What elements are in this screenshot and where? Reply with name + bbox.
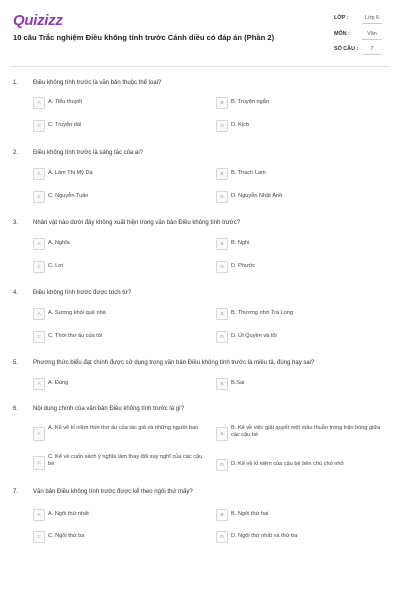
option-text: B. Ngôi thứ hai (231, 511, 269, 517)
meta-count-value: 7 (362, 46, 382, 55)
q2-option-b[interactable] (216, 168, 386, 180)
question-text: Điều không tính trước là văn bản thuộc thể loại? (33, 80, 162, 86)
q4-option-a[interactable] (33, 308, 203, 320)
option-text: C. Kể về cuốn sách ý nghĩa làm thay đổi suy nghĩ của các cậu bé (48, 454, 203, 467)
question-text: Điều không tính trước là sáng tác của ai? (33, 150, 144, 156)
q7-option-b[interactable] (216, 509, 386, 521)
option-letter-box: B (216, 378, 228, 390)
option-text: B. Thương nhớ Trà Long (231, 310, 293, 316)
meta-subject-value: Văn (362, 31, 382, 40)
option-letter-box: A (33, 168, 45, 180)
worksheet-header (0, 0, 400, 66)
q4-option-c[interactable] (33, 331, 203, 343)
q1-option-b[interactable] (216, 97, 386, 109)
option-text: D. Út Quyên và tôi (231, 333, 277, 339)
option-text: A. Kể về kỉ niệm thời thơ ấu của tác giả và những người bạn (48, 425, 199, 431)
q2-option-d[interactable] (216, 191, 386, 203)
q1-option-c[interactable] (33, 120, 203, 132)
meta-subject-label: MÔN : (334, 31, 350, 37)
option-letter-box: C (33, 456, 45, 470)
option-text: A. Ngôi thứ nhất (48, 511, 89, 517)
option-text: D. Kể về kỉ niệm của cậu bé bên chú chó nhỏ (231, 461, 344, 467)
option-text: A. Nghĩa (48, 240, 70, 246)
option-letter-box: A (33, 308, 45, 320)
option-letter-box: B (216, 238, 228, 250)
option-letter-box: A (33, 509, 45, 521)
option-letter-box: D (216, 120, 228, 132)
option-letter-box: C (33, 531, 45, 543)
option-text: C. Ngôi thứ ba (48, 533, 85, 539)
q6-option-b[interactable] (216, 425, 386, 437)
q6-option-d[interactable] (216, 459, 386, 471)
option-letter-box: D (216, 261, 228, 273)
option-text: D. Nguyễn Nhật Ánh (231, 193, 283, 199)
option-letter-box: C (33, 331, 45, 343)
q2-option-a[interactable] (33, 168, 203, 180)
option-text: C. Nguyễn Tuân (48, 193, 89, 199)
worksheet-title: 10 câu Trắc nghiệm Điều không tính trước Cánh diều có đáp án (Phần 2) (13, 33, 275, 42)
meta-grade-label: LỚP : (334, 15, 349, 21)
q7-option-d[interactable] (216, 531, 386, 543)
question-text: Nhân vật nào dưới đây không xuất hiện trong văn bản Điều không tính trước? (33, 220, 241, 226)
q3-option-b[interactable] (216, 238, 386, 250)
question-number: 4. (13, 290, 19, 296)
question-text: Phương thức biểu đạt chính được sử dụng trong văn bản Điều không tính trước là miêu tả, đúng hay sai? (33, 360, 315, 366)
q3-option-d[interactable] (216, 261, 386, 273)
option-letter-box: D (216, 459, 228, 471)
option-text: B. Kể về việc giải quyết một mâu thuẫn trong trận bóng giữa các cậu bé (231, 425, 381, 438)
question-number: 3. (13, 220, 19, 226)
question-number: 6. (13, 406, 19, 412)
option-letter-box: B (216, 509, 228, 521)
q7-option-c[interactable] (33, 531, 203, 543)
option-letter-box: B (216, 308, 228, 320)
question-text: Văn bản Điều không tính trước được kể theo ngôi thứ mấy? (33, 489, 193, 495)
option-letter-box: B (216, 97, 228, 109)
q6-option-c[interactable] (33, 454, 203, 466)
q4-option-b[interactable] (216, 308, 386, 320)
q7-option-a[interactable] (33, 509, 203, 521)
question-text: Điều không tính trước được trích từ? (33, 290, 132, 296)
option-text: C. Thời thơ ấu của tôi (48, 333, 103, 339)
q1-option-a[interactable] (33, 97, 203, 109)
option-text: A. Lâm Thị Mỹ Dạ (48, 170, 93, 176)
option-letter-box: D (216, 191, 228, 203)
option-letter-box: C (33, 120, 45, 132)
option-letter-box: D (216, 331, 228, 343)
option-letter-box: C (33, 191, 45, 203)
option-letter-box: B (216, 168, 228, 180)
q5-option-b[interactable] (216, 378, 386, 390)
option-letter-box: A (33, 378, 45, 390)
option-text: D. Ngôi thứ nhất và thứ ba (231, 533, 298, 539)
option-text: A. Tiểu thuyết (48, 99, 83, 105)
question-number: 1. (13, 80, 19, 86)
meta-grade-value: Lớp 6 (362, 15, 382, 24)
quizizz-logo: Quizizz (13, 12, 63, 29)
question-number: 5. (13, 360, 19, 366)
q3-option-a[interactable] (33, 238, 203, 250)
option-text: D. Kịch (231, 122, 250, 128)
option-text: A. Đúng (48, 380, 69, 386)
option-letter-box: A (33, 238, 45, 250)
q6-option-a[interactable] (33, 425, 203, 437)
question-text: Nội dung chính của văn bản Điều không tính trước là gì? (33, 406, 185, 412)
option-letter-box: B (216, 427, 228, 441)
option-text: A. Sương khói quê nhà (48, 310, 106, 316)
question-number: 7. (13, 489, 19, 495)
header-divider (10, 66, 390, 67)
option-text: B. Nghi (231, 240, 250, 246)
q2-option-c[interactable] (33, 191, 203, 203)
meta-count-label: SỐ CÂU : (334, 46, 359, 52)
option-text: C. Truyện dài (48, 122, 82, 128)
option-letter-box: A (33, 97, 45, 109)
option-letter-box: A (33, 427, 45, 441)
q1-option-d[interactable] (216, 120, 386, 132)
q5-option-a[interactable] (33, 378, 203, 390)
q3-option-c[interactable] (33, 261, 203, 273)
question-number: 2. (13, 150, 19, 156)
option-text: B.Sai (231, 380, 245, 386)
option-text: D. Phước (231, 263, 256, 269)
option-text: C. Lợi (48, 263, 64, 269)
option-letter-box: C (33, 261, 45, 273)
option-letter-box: D (216, 531, 228, 543)
option-text: B. Truyện ngắn (231, 99, 269, 105)
q4-option-d[interactable] (216, 331, 386, 343)
option-text: B. Thạch Lam (231, 170, 266, 176)
